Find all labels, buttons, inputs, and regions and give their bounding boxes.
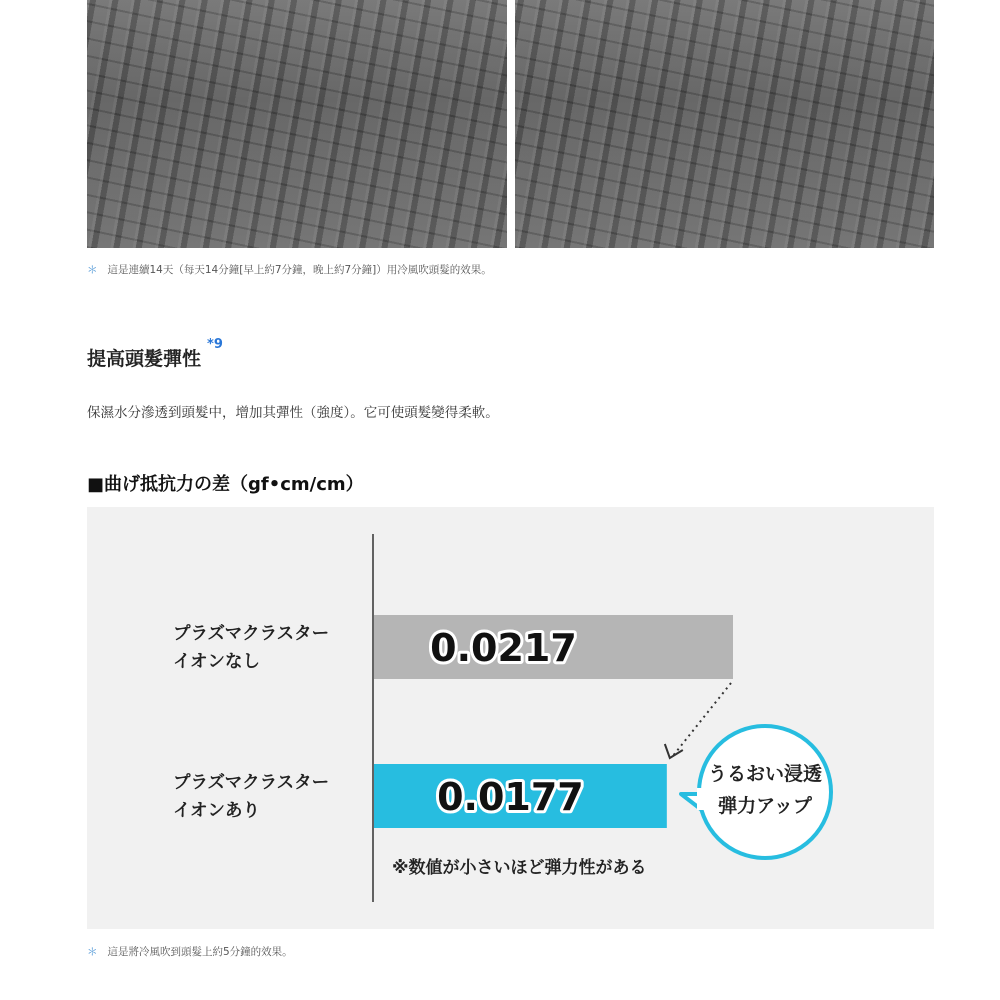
bubble-text-1: 弾力アップ bbox=[718, 795, 812, 817]
bubble-text-0: うるおい浸透 bbox=[707, 763, 823, 785]
section-title: 提高頭髮彈性$^{*9}$ bbox=[87, 336, 223, 370]
section-description: 保濕水分滲透到頭髮中，增加其彈性（強度）。它可使頭髮變得柔軟。 bbox=[87, 405, 499, 421]
asterisk-icon: ＊ bbox=[87, 264, 98, 276]
category-label-0-1: イオンなし bbox=[173, 652, 260, 672]
footnote-ref: *9 bbox=[207, 336, 223, 352]
category-label-1-0: プラズマクラスター bbox=[173, 773, 330, 793]
bar-value-label-1: 0.0177 bbox=[437, 775, 584, 819]
category-label-0-0: プラズマクラスター bbox=[173, 624, 330, 644]
chart-note: ※数値が小さいほど弾力性がある bbox=[392, 858, 647, 878]
hair-photo-right bbox=[515, 0, 934, 248]
speech-bubble bbox=[699, 726, 831, 858]
arrow-head-icon bbox=[665, 744, 683, 758]
bar-chart bbox=[87, 507, 934, 929]
chart-panel bbox=[87, 507, 934, 929]
footnote-1: ＊ 這是連續14天（每天14分鐘[早上約7分鐘，晚上約7分鐘]）用冷風吹頭髮的效果。 bbox=[87, 264, 492, 276]
category-label-1-1: イオンあり bbox=[173, 801, 260, 821]
asterisk-icon: ＊ bbox=[87, 946, 98, 958]
hair-photo-left bbox=[87, 0, 507, 248]
footnote-2: ＊ 這是將冷風吹到頭髮上約5分鐘的效果。 bbox=[87, 946, 293, 958]
bubble-tail-mask bbox=[697, 788, 709, 810]
bar-value-label-0: 0.0217 bbox=[430, 626, 577, 670]
chart-heading: ■曲げ抵抗力の差（gf•cm/cm） bbox=[87, 474, 364, 495]
